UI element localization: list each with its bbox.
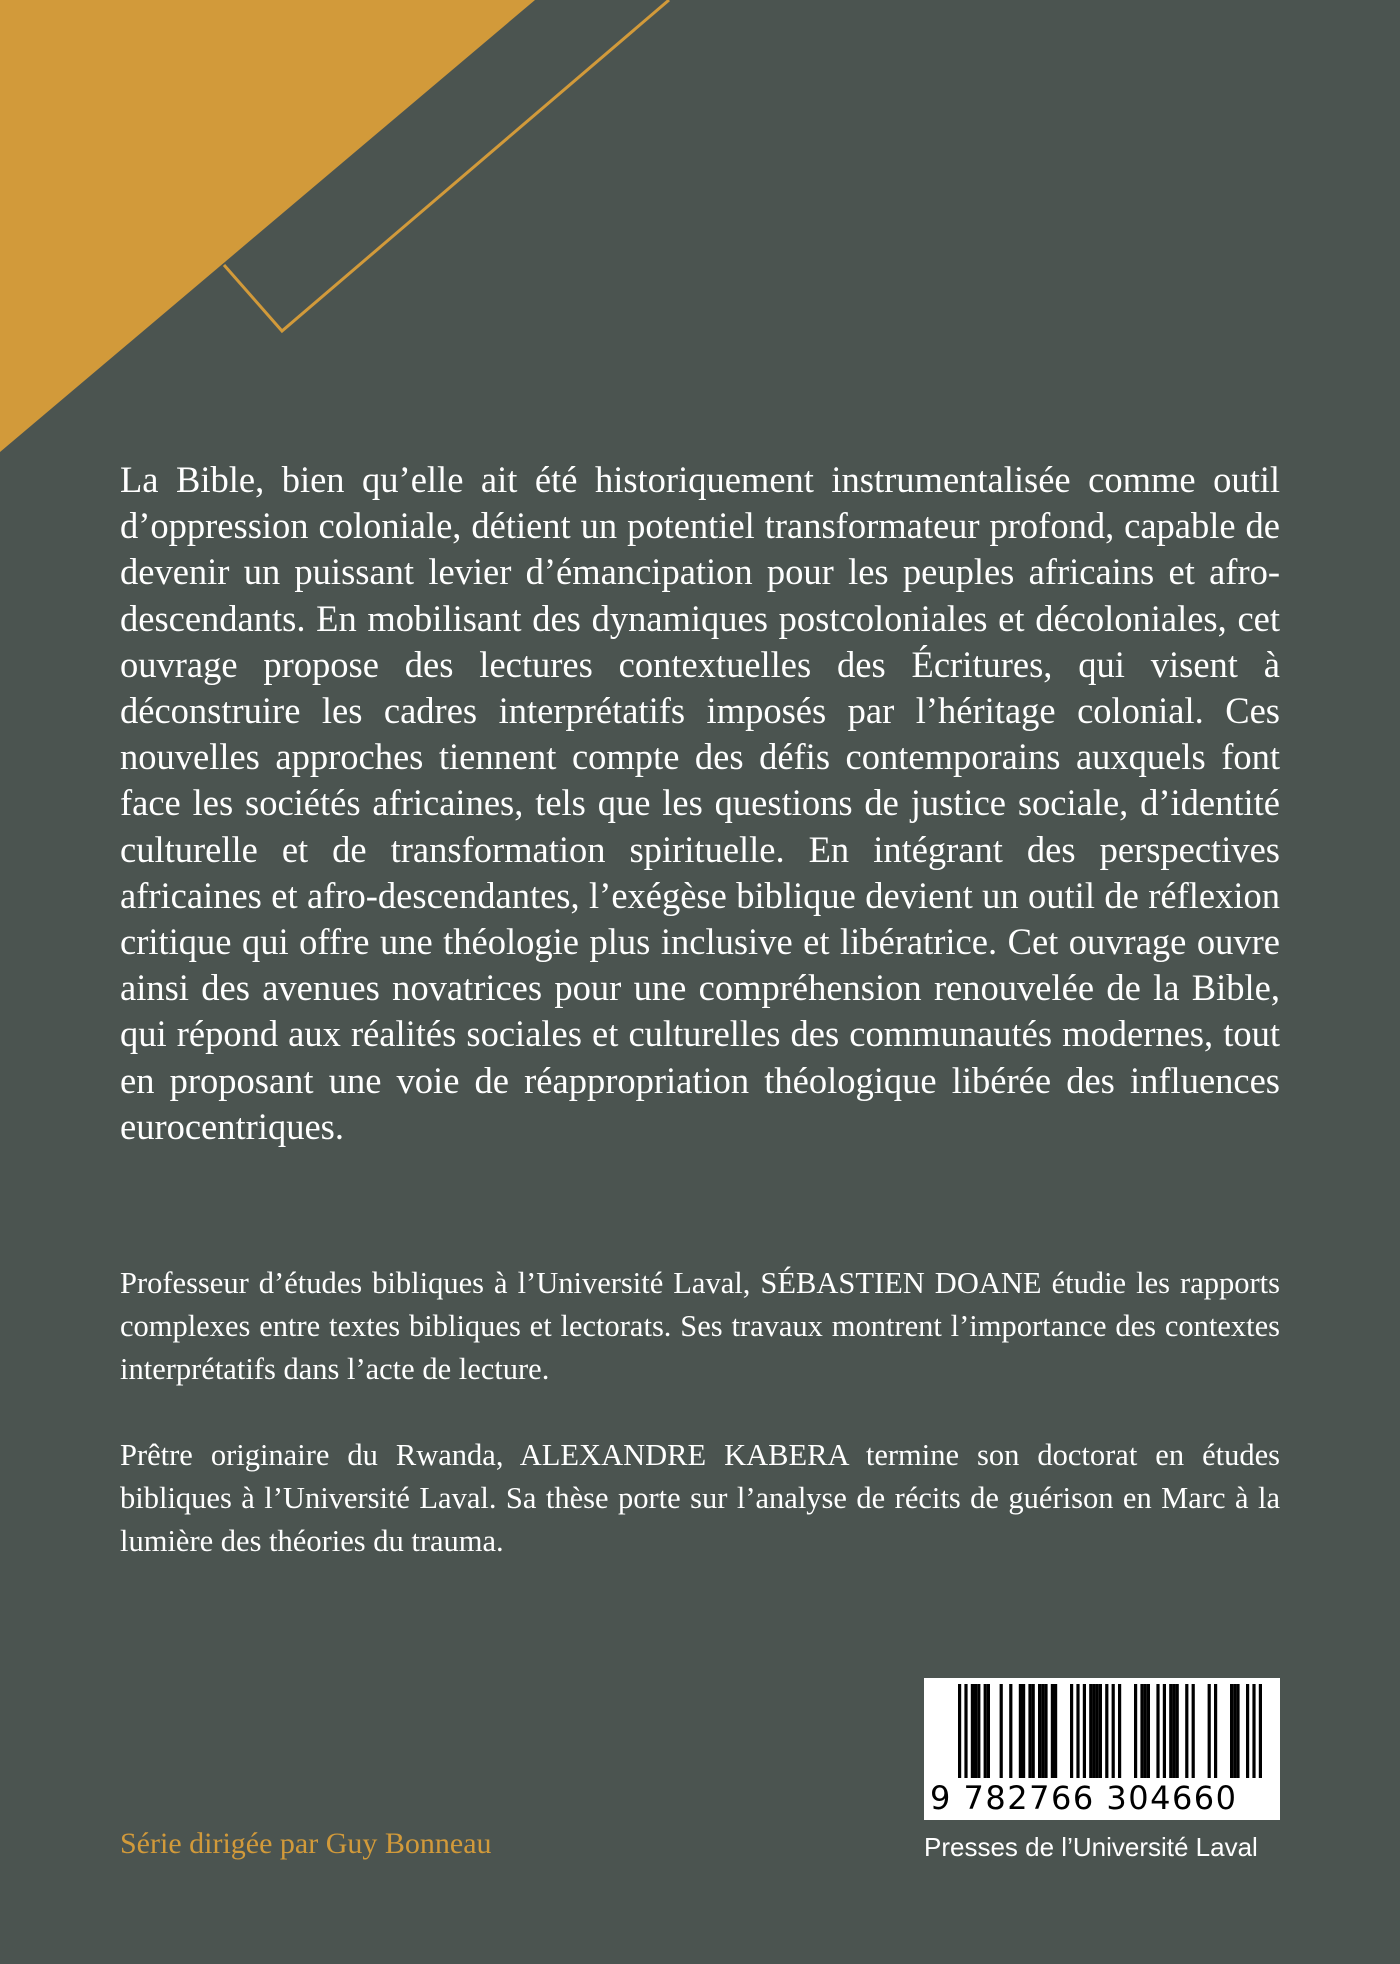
summary-text: La Bible, bien qu’elle ait été historiquement instrumentalisée comme outil d’oppression coloniale, détient un potentiel transformateur profond, capable de devenir un puissant levier d’émancipation pour les peuples africains et afro-descendants. En mobilisant des dynamiques postcoloniales et décoloniales, cet ouvrage propose des lectures contextuelles des Écritures, qui visent à déconstruire les cadres interprétatifs imposés par l’héritage colonial. Ces nouvelles approches tiennent compte des défis contemporains auxquels font face les sociétés africaines, tels que les questions de justice sociale, d’identité culturelle et de transformation spirituelle. En intégrant des perspectives africaines et afro-descendantes, l’exégèse biblique devient un outil de réflexion critique qui offre une théologie plus inclusive et libératrice. Cet ouvrage ouvre ainsi des avenues novatrices pour une compréhension renouvelée de la Bible, qui répond aux réalités sociales et culturelles des communautés modernes, tout en proposant une voie de réappropriation théologique libérée des influences eurocentriques. — [120, 459, 1280, 1147]
barcode-bars — [924, 1678, 1280, 1778]
barcode-bar — [1096, 1684, 1099, 1778]
barcode-bar — [1092, 1684, 1095, 1778]
barcode-bar — [984, 1684, 987, 1778]
barcode-bar — [1105, 1684, 1108, 1778]
barcode-bar — [1051, 1684, 1054, 1778]
barcode-bar — [1156, 1684, 1159, 1778]
barcode-bar — [964, 1684, 967, 1778]
barcode-bar — [1054, 1684, 1057, 1778]
barcode-bar — [1172, 1684, 1175, 1778]
barcode-bar — [1112, 1684, 1115, 1778]
barcode-bar — [1259, 1684, 1262, 1778]
barcode-bar — [1252, 1684, 1255, 1778]
barcode-bar — [1169, 1684, 1172, 1778]
barcode-bar — [977, 1684, 980, 1778]
publisher-name: Presses de l’Université Laval — [924, 1832, 1258, 1862]
summary-section — [120, 457, 1280, 1150]
author-bios — [120, 1262, 1280, 1563]
barcode-bar — [1076, 1684, 1079, 1778]
gold-corner-triangle — [0, 0, 535, 452]
barcode-bar — [1134, 1684, 1137, 1778]
barcode-bar — [1019, 1684, 1022, 1778]
barcode-bar — [1118, 1684, 1121, 1778]
barcode-bar — [1147, 1684, 1150, 1778]
barcode-bar — [1208, 1684, 1211, 1778]
author-bio-kabera: Prêtre originaire du Rwanda, ALEXANDRE KABERA termine son doctorat en études bibliques à l’Université Laval. Sa thèse porte sur l’analyse de récits de guérison en Marc à la lumière des théories du trauma. — [120, 1438, 1280, 1558]
barcode-bar — [1140, 1684, 1143, 1778]
barcode-bar — [1070, 1684, 1073, 1778]
barcode-bar — [1041, 1684, 1044, 1778]
barcode-bar — [1028, 1684, 1031, 1778]
barcode-bar — [1009, 1684, 1012, 1778]
series-editor-line: Série dirigée par Guy Bonneau — [120, 1827, 492, 1860]
barcode-bar — [1038, 1684, 1041, 1778]
barcode-bar — [1246, 1684, 1249, 1778]
barcode-bar — [1022, 1684, 1025, 1778]
isbn-barcode — [924, 1678, 1280, 1820]
barcode-bar — [1176, 1684, 1179, 1778]
barcode-bar — [1144, 1684, 1147, 1778]
barcode-bar — [1099, 1684, 1102, 1778]
barcode-bar — [971, 1684, 974, 1778]
barcode-bar — [1163, 1684, 1166, 1778]
barcode-bar — [1032, 1684, 1035, 1778]
barcode-bar — [974, 1684, 977, 1778]
barcode-bar — [1083, 1684, 1086, 1778]
barcode-bar — [987, 1684, 990, 1778]
barcode-bar — [1236, 1684, 1239, 1778]
barcode-bar — [1185, 1684, 1188, 1778]
barcode-bar — [1214, 1684, 1217, 1778]
author-bio-doane: Professeur d’études bibliques à l’Université Laval, SÉBASTIEN DOANE étudie les rapports complexes entre textes bibliques et lectorats. Ses travaux montrent l’importance des contextes interprétatifs dans l’acte de lecture. — [120, 1266, 1280, 1386]
barcode-bar — [1192, 1684, 1195, 1778]
barcode-bar — [958, 1684, 961, 1778]
barcode-bar — [1233, 1684, 1236, 1778]
barcode-bar — [1000, 1684, 1003, 1778]
barcode-bar — [1089, 1684, 1092, 1778]
isbn-digits: 9 782766 304660 — [930, 1779, 1238, 1817]
barcode-bar — [1230, 1684, 1233, 1778]
barcode-bar — [1044, 1684, 1047, 1778]
